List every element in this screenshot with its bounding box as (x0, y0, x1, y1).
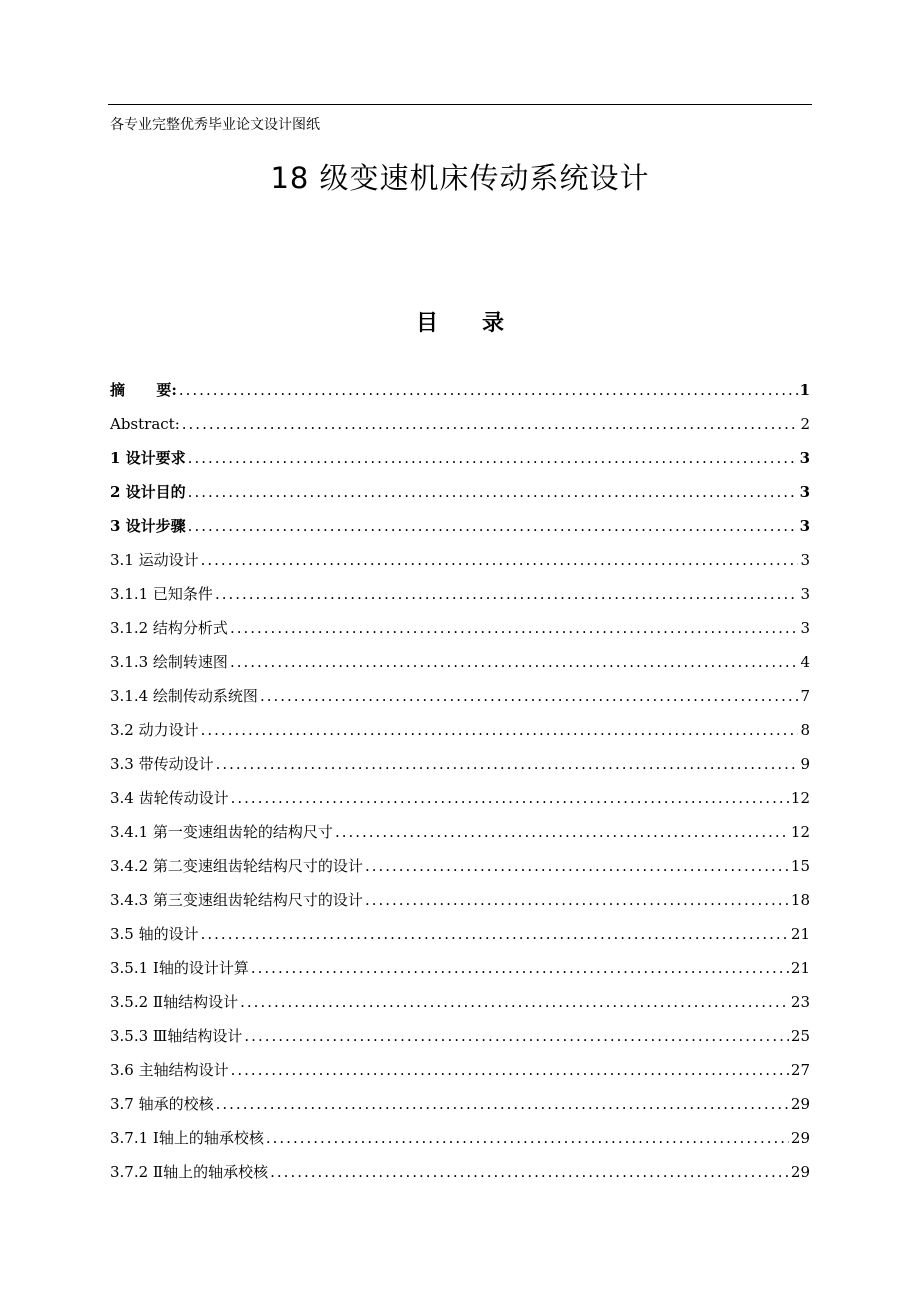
toc-dot-leader (230, 645, 799, 679)
toc-entry[interactable] (110, 645, 810, 679)
toc-entry[interactable] (110, 849, 810, 883)
toc-entry-label: 3.4.3 第三变速组齿轮结构尺寸的设计 (110, 891, 363, 909)
toc-entry-label: 3.5 轴的设计 (110, 925, 199, 943)
toc-entry-page-number: 23 (790, 993, 810, 1011)
page-header-text: 各专业完整优秀毕业论文设计图纸 (110, 117, 320, 133)
toc-entry-page-number: 29 (790, 1095, 810, 1113)
toc-dot-leader (201, 713, 799, 747)
toc-entry[interactable] (110, 407, 810, 441)
toc-entry-page-number: 8 (800, 721, 810, 739)
toc-entry[interactable] (110, 1155, 810, 1189)
toc-entry-page-number: 3 (799, 449, 810, 467)
toc-dot-leader (188, 475, 798, 509)
toc-entry-label: 3.2 动力设计 (110, 721, 199, 739)
toc-entry-page-number: 29 (790, 1163, 810, 1181)
toc-entry-label: 3.5.2 Ⅱ轴结构设计 (110, 993, 239, 1011)
toc-dot-leader (216, 747, 799, 781)
toc-entry[interactable] (110, 475, 810, 509)
toc-entry-label: 3 设计步骤 (110, 517, 186, 535)
toc-entry[interactable] (110, 883, 810, 917)
toc-entry[interactable] (110, 679, 810, 713)
toc-entry-label: 3.4.2 第二变速组齿轮结构尺寸的设计 (110, 857, 363, 875)
toc-dot-leader (215, 577, 799, 611)
toc-entry-label: 3.4.1 第一变速组齿轮的结构尺寸 (110, 823, 333, 841)
toc-entry[interactable] (110, 781, 810, 815)
toc-entry[interactable] (110, 951, 810, 985)
toc-entry-label: 3.6 主轴结构设计 (110, 1061, 229, 1079)
toc-entry[interactable] (110, 611, 810, 645)
toc-entry-page-number: 29 (790, 1129, 810, 1147)
toc-entry-label: 3.3 带传动设计 (110, 755, 214, 773)
toc-entry[interactable] (110, 577, 810, 611)
toc-entry-label: 3.1 运动设计 (110, 551, 199, 569)
toc-entry[interactable] (110, 713, 810, 747)
toc-entry-page-number: 15 (790, 857, 810, 875)
toc-entry-label: 摘 要: (110, 381, 177, 399)
toc-dot-leader (188, 441, 798, 475)
toc-entry-label: 1 设计要求 (110, 449, 186, 467)
document-title: 18 级变速机床传动系统设计 (270, 161, 650, 195)
toc-dot-leader (270, 1155, 789, 1189)
toc-entry[interactable] (110, 1087, 810, 1121)
toc-entry-page-number: 12 (790, 789, 810, 807)
toc-entry-page-number: 12 (790, 823, 810, 841)
toc-dot-leader (365, 849, 789, 883)
toc-entry-label: 3.5.1 Ⅰ轴的设计计算 (110, 959, 249, 977)
toc-entry[interactable] (110, 543, 810, 577)
toc-dot-leader (266, 1121, 789, 1155)
toc-entry[interactable] (110, 373, 810, 407)
toc-entry[interactable] (110, 1053, 810, 1087)
toc-entry-page-number: 21 (790, 959, 810, 977)
toc-entry-page-number: 3 (800, 619, 810, 637)
toc-entry-label: 3.1.3 绘制转速图 (110, 653, 228, 671)
toc-entry-label: 3.7 轴承的校核 (110, 1095, 214, 1113)
toc-dot-leader (230, 611, 799, 645)
header-rule (108, 104, 812, 105)
toc-entry-page-number: 18 (790, 891, 810, 909)
toc-entry-page-number: 3 (800, 585, 810, 603)
toc-entry-page-number: 3 (800, 551, 810, 569)
toc-dot-leader (240, 985, 789, 1019)
toc-entry-page-number: 3 (799, 483, 810, 501)
toc-entry-label: Abstract: (110, 415, 180, 433)
toc-entry-label: 3.1.2 结构分析式 (110, 619, 228, 637)
toc-dot-leader (251, 951, 789, 985)
toc-dot-leader (335, 815, 789, 849)
toc-entry[interactable] (110, 509, 810, 543)
toc-dot-leader (231, 1053, 789, 1087)
toc-entry-page-number: 9 (800, 755, 810, 773)
toc-entry-label: 3.1.4 绘制传动系统图 (110, 687, 258, 705)
table-of-contents (110, 373, 810, 1189)
toc-entry[interactable] (110, 917, 810, 951)
toc-heading: 目录 (415, 311, 548, 336)
toc-entry-page-number: 27 (790, 1061, 810, 1079)
toc-dot-leader (182, 407, 799, 441)
toc-entry-label: 3.7.1 Ⅰ轴上的轴承校核 (110, 1129, 264, 1147)
toc-entry-label: 3.5.3 Ⅲ轴结构设计 (110, 1027, 243, 1045)
toc-dot-leader (260, 679, 799, 713)
toc-dot-leader (201, 917, 789, 951)
toc-entry[interactable] (110, 985, 810, 1019)
toc-dot-leader (216, 1087, 789, 1121)
toc-dot-leader (244, 1019, 789, 1053)
toc-entry-page-number: 25 (790, 1027, 810, 1045)
toc-entry-page-number: 4 (800, 653, 810, 671)
toc-entry[interactable] (110, 1121, 810, 1155)
toc-entry-page-number: 1 (799, 381, 810, 399)
toc-entry-page-number: 2 (800, 415, 810, 433)
toc-entry[interactable] (110, 441, 810, 475)
toc-entry-label: 2 设计目的 (110, 483, 186, 501)
toc-entry[interactable] (110, 747, 810, 781)
toc-entry-page-number: 3 (799, 517, 810, 535)
toc-entry-label: 3.1.1 已知条件 (110, 585, 213, 603)
toc-dot-leader (201, 543, 799, 577)
toc-dot-leader (188, 509, 798, 543)
toc-entry[interactable] (110, 815, 810, 849)
toc-entry-page-number: 7 (800, 687, 810, 705)
toc-entry[interactable] (110, 1019, 810, 1053)
toc-entry-page-number: 21 (790, 925, 810, 943)
toc-dot-leader (179, 373, 798, 407)
toc-dot-leader (231, 781, 789, 815)
toc-entry-label: 3.7.2 Ⅱ轴上的轴承校核 (110, 1163, 269, 1181)
toc-entry-label: 3.4 齿轮传动设计 (110, 789, 229, 807)
toc-dot-leader (365, 883, 789, 917)
